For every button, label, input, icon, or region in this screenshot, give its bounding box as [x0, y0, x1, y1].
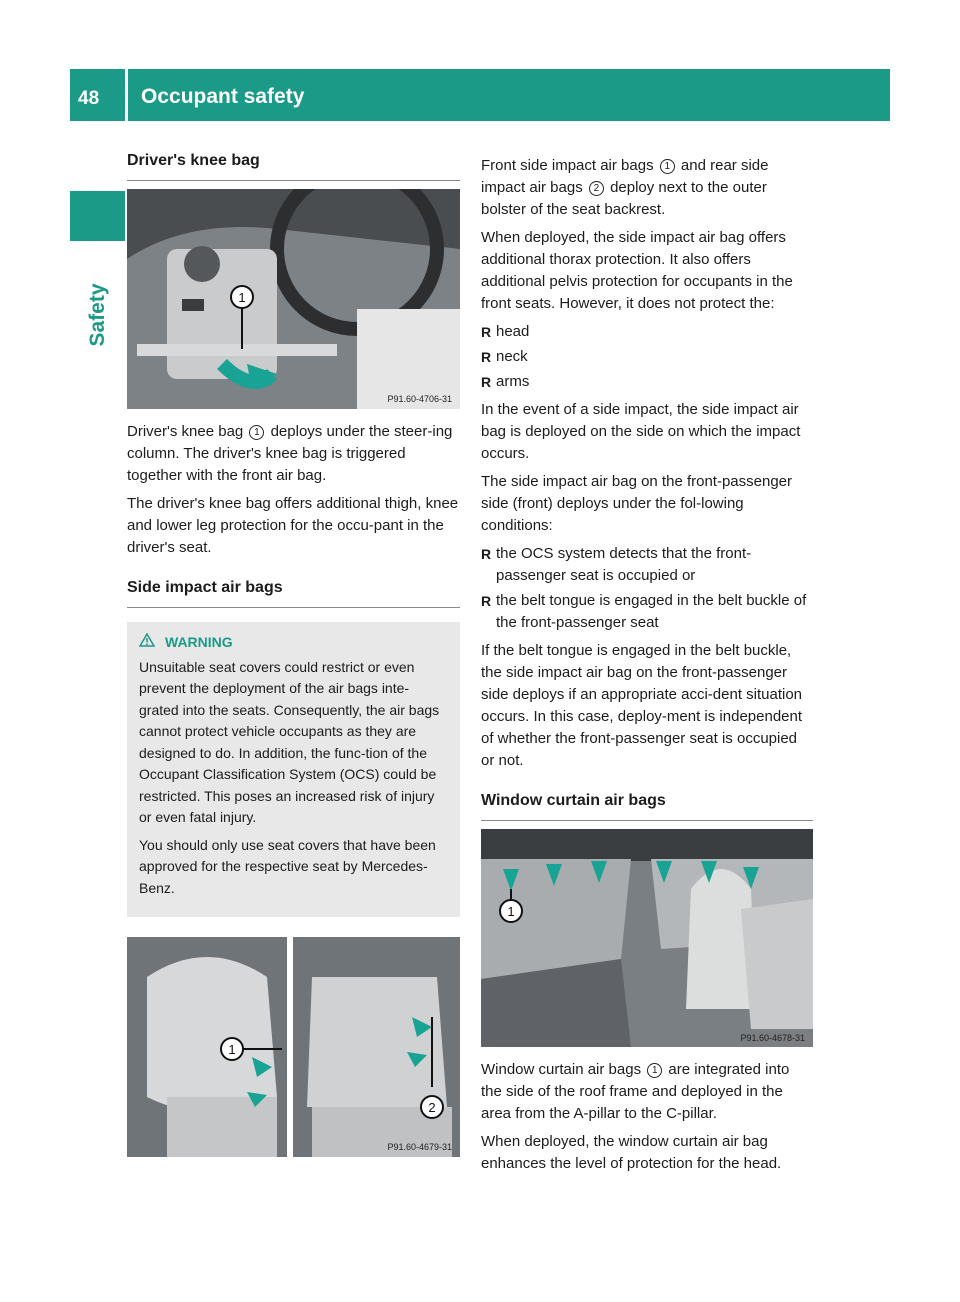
- knee-bag-image-code: P91.60-4706-31: [387, 394, 452, 404]
- side-bags-image-code: P91.60-4679-31: [387, 1142, 452, 1152]
- page-number: 48: [78, 88, 100, 109]
- right-p4: The side impact air bag on the front-passenger side (front) deploys under the fol-lowing conditions:: [481, 473, 793, 534]
- curtain-image-code: P91.60-4678-31: [740, 1033, 805, 1043]
- right-p1b: and rear side impact air bags: [481, 157, 769, 196]
- side-bags-callout-2: 2: [428, 1100, 436, 1115]
- list-item: R neck: [481, 346, 813, 368]
- side-bags-callout-1: 1: [228, 1042, 236, 1057]
- knee-bag-p1b: deploys under the steer-ing column. The driver's knee bag is triggered together with the front air bag.: [127, 423, 453, 484]
- right-p5: If the belt tongue is engaged in the belt buckle, the side impact air bag on the front-passenger side deploys if an appropriate acci-dent situation occurs. In this case, deploy-ment is independent of whether the front-passenger seat is occupied or not.: [481, 642, 803, 769]
- knee-bag-illustration: [127, 189, 460, 409]
- list-item: R arms: [481, 371, 813, 393]
- curtain-p1a: Window curtain air bags: [481, 1061, 642, 1078]
- right-p3: In the event of a side impact, the side impact air bag is deployed on the side on which the impact occurs.: [481, 401, 801, 462]
- right-p1a: Front side impact air bags: [481, 157, 654, 174]
- warning-p2: You should only use seat covers that have been approved for the respective seat by Mercedes-Benz.: [139, 836, 436, 896]
- curtain-image: [481, 829, 813, 1047]
- knee-bag-p2: The driver's knee bag offers additional thigh, knee and lower leg protection for the occu-pant in the driver's seat.: [127, 495, 459, 556]
- curtain-callout-1: 1: [507, 904, 515, 919]
- knee-bag-p1a: Driver's knee bag: [127, 423, 244, 440]
- curtain-p2: When deployed, the window curtain air bag enhances the level of protection for the head.: [481, 1133, 782, 1172]
- side-bags-illustration: [127, 937, 460, 1157]
- conditions-list: [481, 543, 813, 634]
- callout-2-icon: 2: [589, 181, 604, 196]
- callout-1-icon: 1: [660, 159, 675, 174]
- warning-p1: Unsuitable seat covers could restrict or even prevent the deployment of the air bags inte-grated into the seats. Consequently, the air bags cannot protect vehicle occupants as they are designed to do. In addition, the func-tion of the Occupant Classification System (OCS) could be restricted. This poses an increased risk of injury or even fatal injury.: [139, 658, 440, 825]
- right-column: [481, 155, 813, 1181]
- knee-bag-image: [127, 189, 460, 409]
- warning-icon: [139, 632, 155, 654]
- list-item: R the belt tongue is engaged in the belt buckle of the front-passenger seat: [481, 590, 813, 634]
- side-tab-label: Safety: [86, 283, 109, 347]
- left-column: [127, 150, 460, 1169]
- list-item: R head: [481, 321, 813, 343]
- side-bags-heading: Side impact air bags: [127, 577, 460, 608]
- right-p1c: deploy next to the outer bolster of the seat backrest.: [481, 179, 767, 218]
- protection-list: [481, 321, 813, 393]
- curtain-heading: Window curtain air bags: [481, 790, 813, 821]
- warning-title: WARNING: [165, 634, 233, 650]
- callout-1-icon: 1: [249, 425, 264, 440]
- right-p2: When deployed, the side impact air bag offers additional thorax protection. It also offers additional pelvis protection for occupants in the front seats. However, it does not protect the:: [481, 229, 793, 312]
- list-item: R the OCS system detects that the front-passenger seat is occupied or: [481, 543, 813, 587]
- side-tab: [72, 255, 124, 375]
- curtain-illustration: [481, 829, 813, 1047]
- warning-box: [127, 622, 460, 917]
- knee-bag-heading: Driver's knee bag: [127, 150, 460, 181]
- callout-1-icon: 1: [647, 1063, 662, 1078]
- section-marker: [70, 191, 125, 241]
- curtain-p1b: are integrated into the side of the roof frame and deployed in the area from the A-pillar to the C-pillar.: [481, 1061, 790, 1122]
- header-divider: [125, 69, 128, 121]
- page-title: Occupant safety: [141, 85, 305, 108]
- knee-bag-callout-1: 1: [238, 290, 246, 305]
- side-bags-image: [127, 937, 460, 1157]
